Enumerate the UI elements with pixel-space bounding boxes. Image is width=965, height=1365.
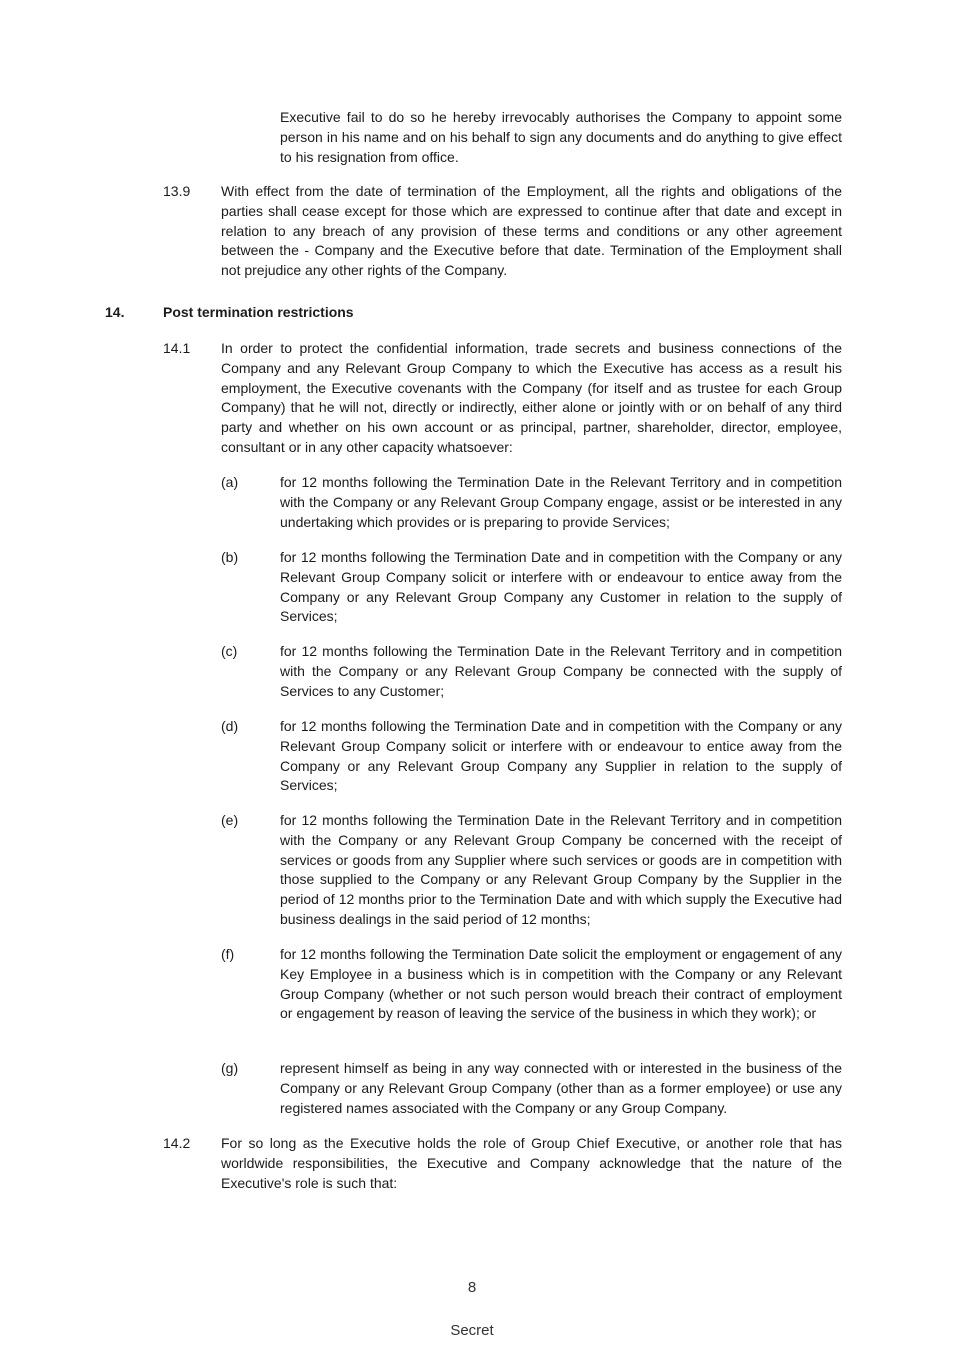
continuation-paragraph: Executive fail to do so he hereby irrevocably authorises the Company to appoint some person in his name and on his behalf to sign any documents and do anything to give effect to his resignation from office. — [280, 109, 842, 165]
section-14-number: 14. — [105, 304, 125, 320]
clause-14-2-number: 14.2 — [163, 1135, 191, 1151]
clause-13-9-number: 13.9 — [163, 183, 191, 199]
clause-13-9-text: With effect from the date of termination of the Employment, all the rights and obligations of the parties shall cease except for those which are expressed to continue after that date and except in relation to any breach of any provision of these terms and conditions or any other agreement between the - Company and the Executive before that date. Termination of the Employment shall not prejudice any other rights of the Company. — [221, 183, 842, 279]
section-14-title: Post termination restrictions — [163, 304, 354, 320]
clause-14-2-text: For so long as the Executive holds the role of Group Chief Executive, or another role that has worldwide responsibilities, the Executive and Company acknowledge that the nature of the Executive's role is such that: — [221, 1135, 842, 1191]
page-number: 8 — [467, 1279, 477, 1296]
sub-clause-text: for 12 months following the Termination Date in the Relevant Territory and in competition with the Company or any Relevant Group Company engage, assist or be interested in any undertaking which provides or is preparing to provide Services; — [280, 474, 842, 530]
clause-14-1-number: 14.1 — [163, 340, 191, 356]
sub-clause-text: represent himself as being in any way connected with or interested in the business of the Company or any Relevant Group Company (other than as a former employee) or use any registered names associated with the Company or any Group Company. — [280, 1060, 842, 1116]
sub-clause-label: (c) — [221, 643, 238, 659]
sub-clause-text: for 12 months following the Termination Date solicit the employment or engagement of any Key Employee in a business which is in competition with the Company or any Relevant Group Company (whether or not such person would breach their contract of employment or engagement by reason of leaving the service of the business in which they work); or — [280, 946, 842, 1022]
sub-clause-label: (d) — [221, 718, 239, 734]
sub-clause-label: (g) — [221, 1060, 239, 1076]
sub-clause-label: (f) — [221, 946, 235, 962]
sub-clause-text: for 12 months following the Termination Date in the Relevant Territory and in competition with the Company or any Relevant Group Company be connected with the supply of Services to any Customer; — [280, 643, 842, 699]
sub-clause-text: for 12 months following the Termination Date and in competition with the Company or any Relevant Group Company solicit or interfere with or endeavour to entice away from the Company or any Relevant Group Company any Supplier in relation to the supply of Services; — [280, 718, 842, 794]
sub-clause-text: for 12 months following the Termination Date and in competition with the Company or any Relevant Group Company solicit or interfere with or endeavour to entice away from the Company or any Relevant Group Company any Customer in relation to the supply of Services; — [280, 549, 842, 625]
sub-clause-label: (b) — [221, 549, 239, 565]
sub-clause-text: for 12 months following the Termination Date in the Relevant Territory and in competition with the Company or any Relevant Group Company be concerned with the receipt of services or goods from any Supplier where such services or goods are in competition with those supplied to the Company or any Relevant Group Company by the Supplier in the period of 12 months prior to the Termination Date and with which supply the Executive had business dealings in the said period of 12 months; — [280, 812, 842, 927]
sub-clause-label: (a) — [221, 474, 239, 490]
classification-label: Secret — [450, 1322, 494, 1339]
clause-14-1-text: In order to protect the confidential information, trade secrets and business connections of the Company and any Relevant Group Company to which the Executive has access as a result his employment, the Executive covenants with the Company (for itself and as trustee for each Group Company) that he will not, directly or indirectly, either alone or jointly with or on behalf of any third party and whether on his own account or as principal, partner, shareholder, director, employee, consultant or in any other capacity whatsoever: — [221, 340, 842, 455]
sub-clause-label: (e) — [221, 812, 239, 828]
